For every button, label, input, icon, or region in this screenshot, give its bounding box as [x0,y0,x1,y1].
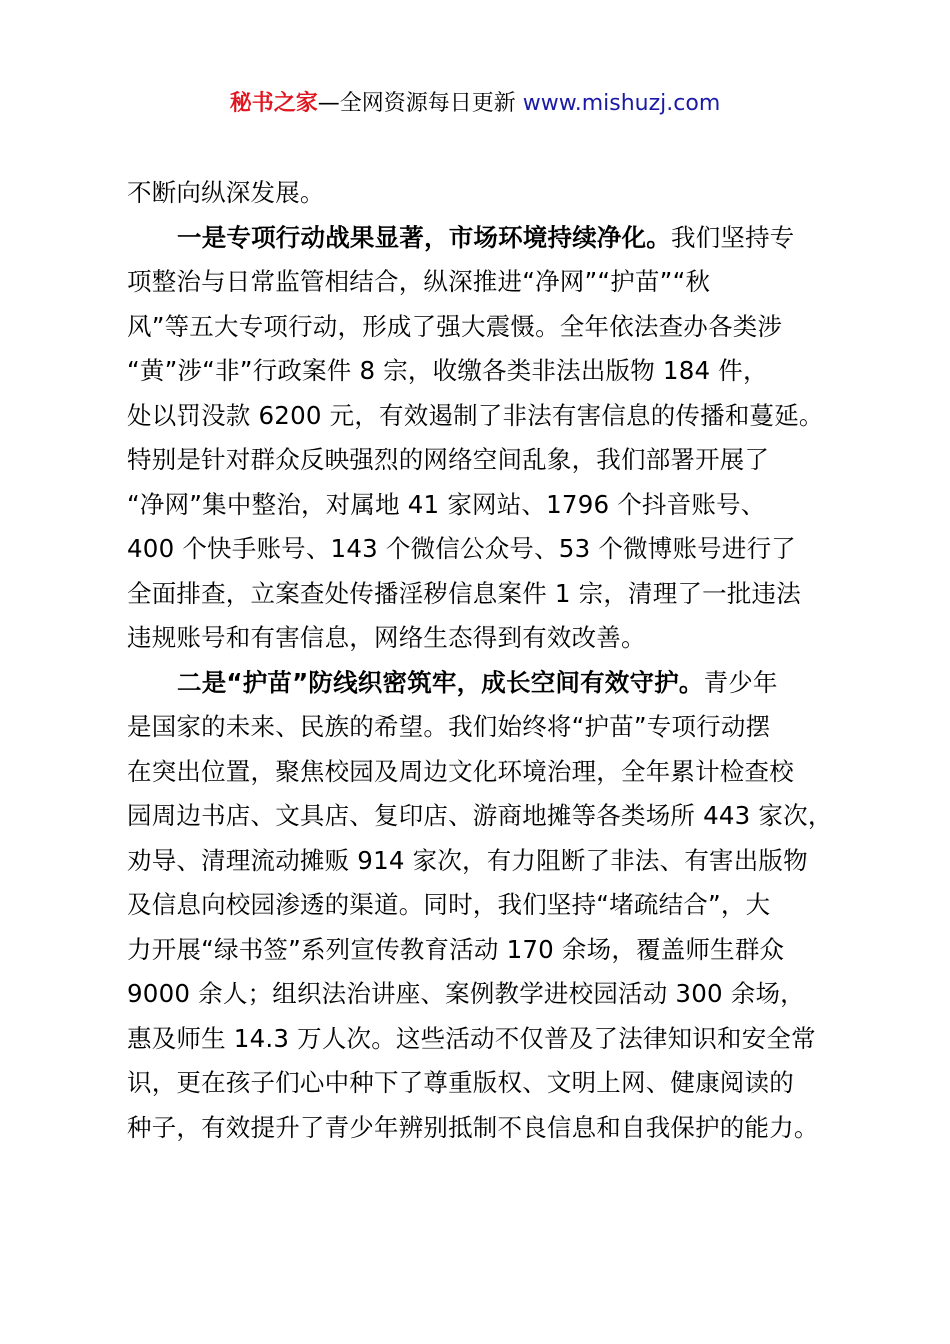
paragraph-2-first-line [127,661,837,706]
text-line: 全面排查，立案查处传播淫秽信息案件 1 宗，清理了一批违法 [127,578,801,608]
text-line: 识，更在孩子们心中种下了尊重版权、文明上网、健康阅读的 [127,1068,794,1097]
header-url-link[interactable]: www.mishuzj.com [522,91,721,116]
text-line: 是国家的未来、民族的希望。我们始终将“护苗”专项行动摆 [127,712,771,741]
text-line: 风”等五大专项行动，形成了强大震慑。全年依法查办各类涉 [127,311,783,341]
text-line: 不断向纵深发展。 [127,178,325,207]
text-line: 力开展“绿书签”系列宣传教育活动 170 余场，覆盖师生群众 [127,934,785,964]
text-span: 我们坚持专 [671,222,795,252]
text-line: 项整治与日常监管相结合，纵深推进“净网”“护苗”“秋 [127,267,711,296]
brand-name: 秘书之家 [229,91,318,116]
text-line: 惠及师生 14.3 万人次。这些活动不仅普及了法律知识和安全常 [127,1023,816,1053]
paragraph-1-first-line [127,216,837,261]
text-line: 9000 余人；组织法治讲座、案例教学进校园活动 300 余场， [127,979,805,1008]
page-header [0,88,950,120]
text-line: 及信息向校园渗透的渠道。同时，我们坚持“堵疏结合”，大 [127,890,771,919]
text-line: 园周边书店、文具店、复印店、游商地摊等各类场所 443 家次， [127,801,833,830]
paragraph-1-heading: 一是专项行动战果显著，市场环境持续净化。 [177,222,671,252]
text-span: 青少年 [703,667,778,697]
text-line: 在突出位置，聚焦校园及周边文化环境治理，全年累计检查校 [127,756,794,786]
text-line: 400 个快手账号、143 个微信公众号、53 个微博账号进行了 [127,534,796,563]
text-line: 劝导、清理流动摊贩 914 家次，有力阻断了非法、有害出版物 [127,845,808,875]
text-line: 违规账号和有害信息，网络生态得到有效改善。 [127,623,646,652]
text-line: “净网”集中整治，对属地 41 家网站、1796 个抖音账号、 [127,489,766,519]
header-slogan: —全网资源每日更新 [317,91,523,116]
paragraph-2-heading: 二是“护苗”防线织密筑牢，成长空间有效守护。 [177,667,704,697]
text-line: “黄”涉“非”行政案件 8 宗，收缴各类非法出版物 184 件， [127,356,768,385]
document-body [127,171,837,1150]
text-line: 处以罚没款 6200 元，有效遏制了非法有害信息的传播和蔓延。 [127,400,824,430]
text-line: 特别是针对群众反映强烈的网络空间乱象，我们部署开展了 [127,445,770,474]
text-line: 种子，有效提升了青少年辨别抵制不良信息和自我保护的能力。 [127,1112,819,1142]
